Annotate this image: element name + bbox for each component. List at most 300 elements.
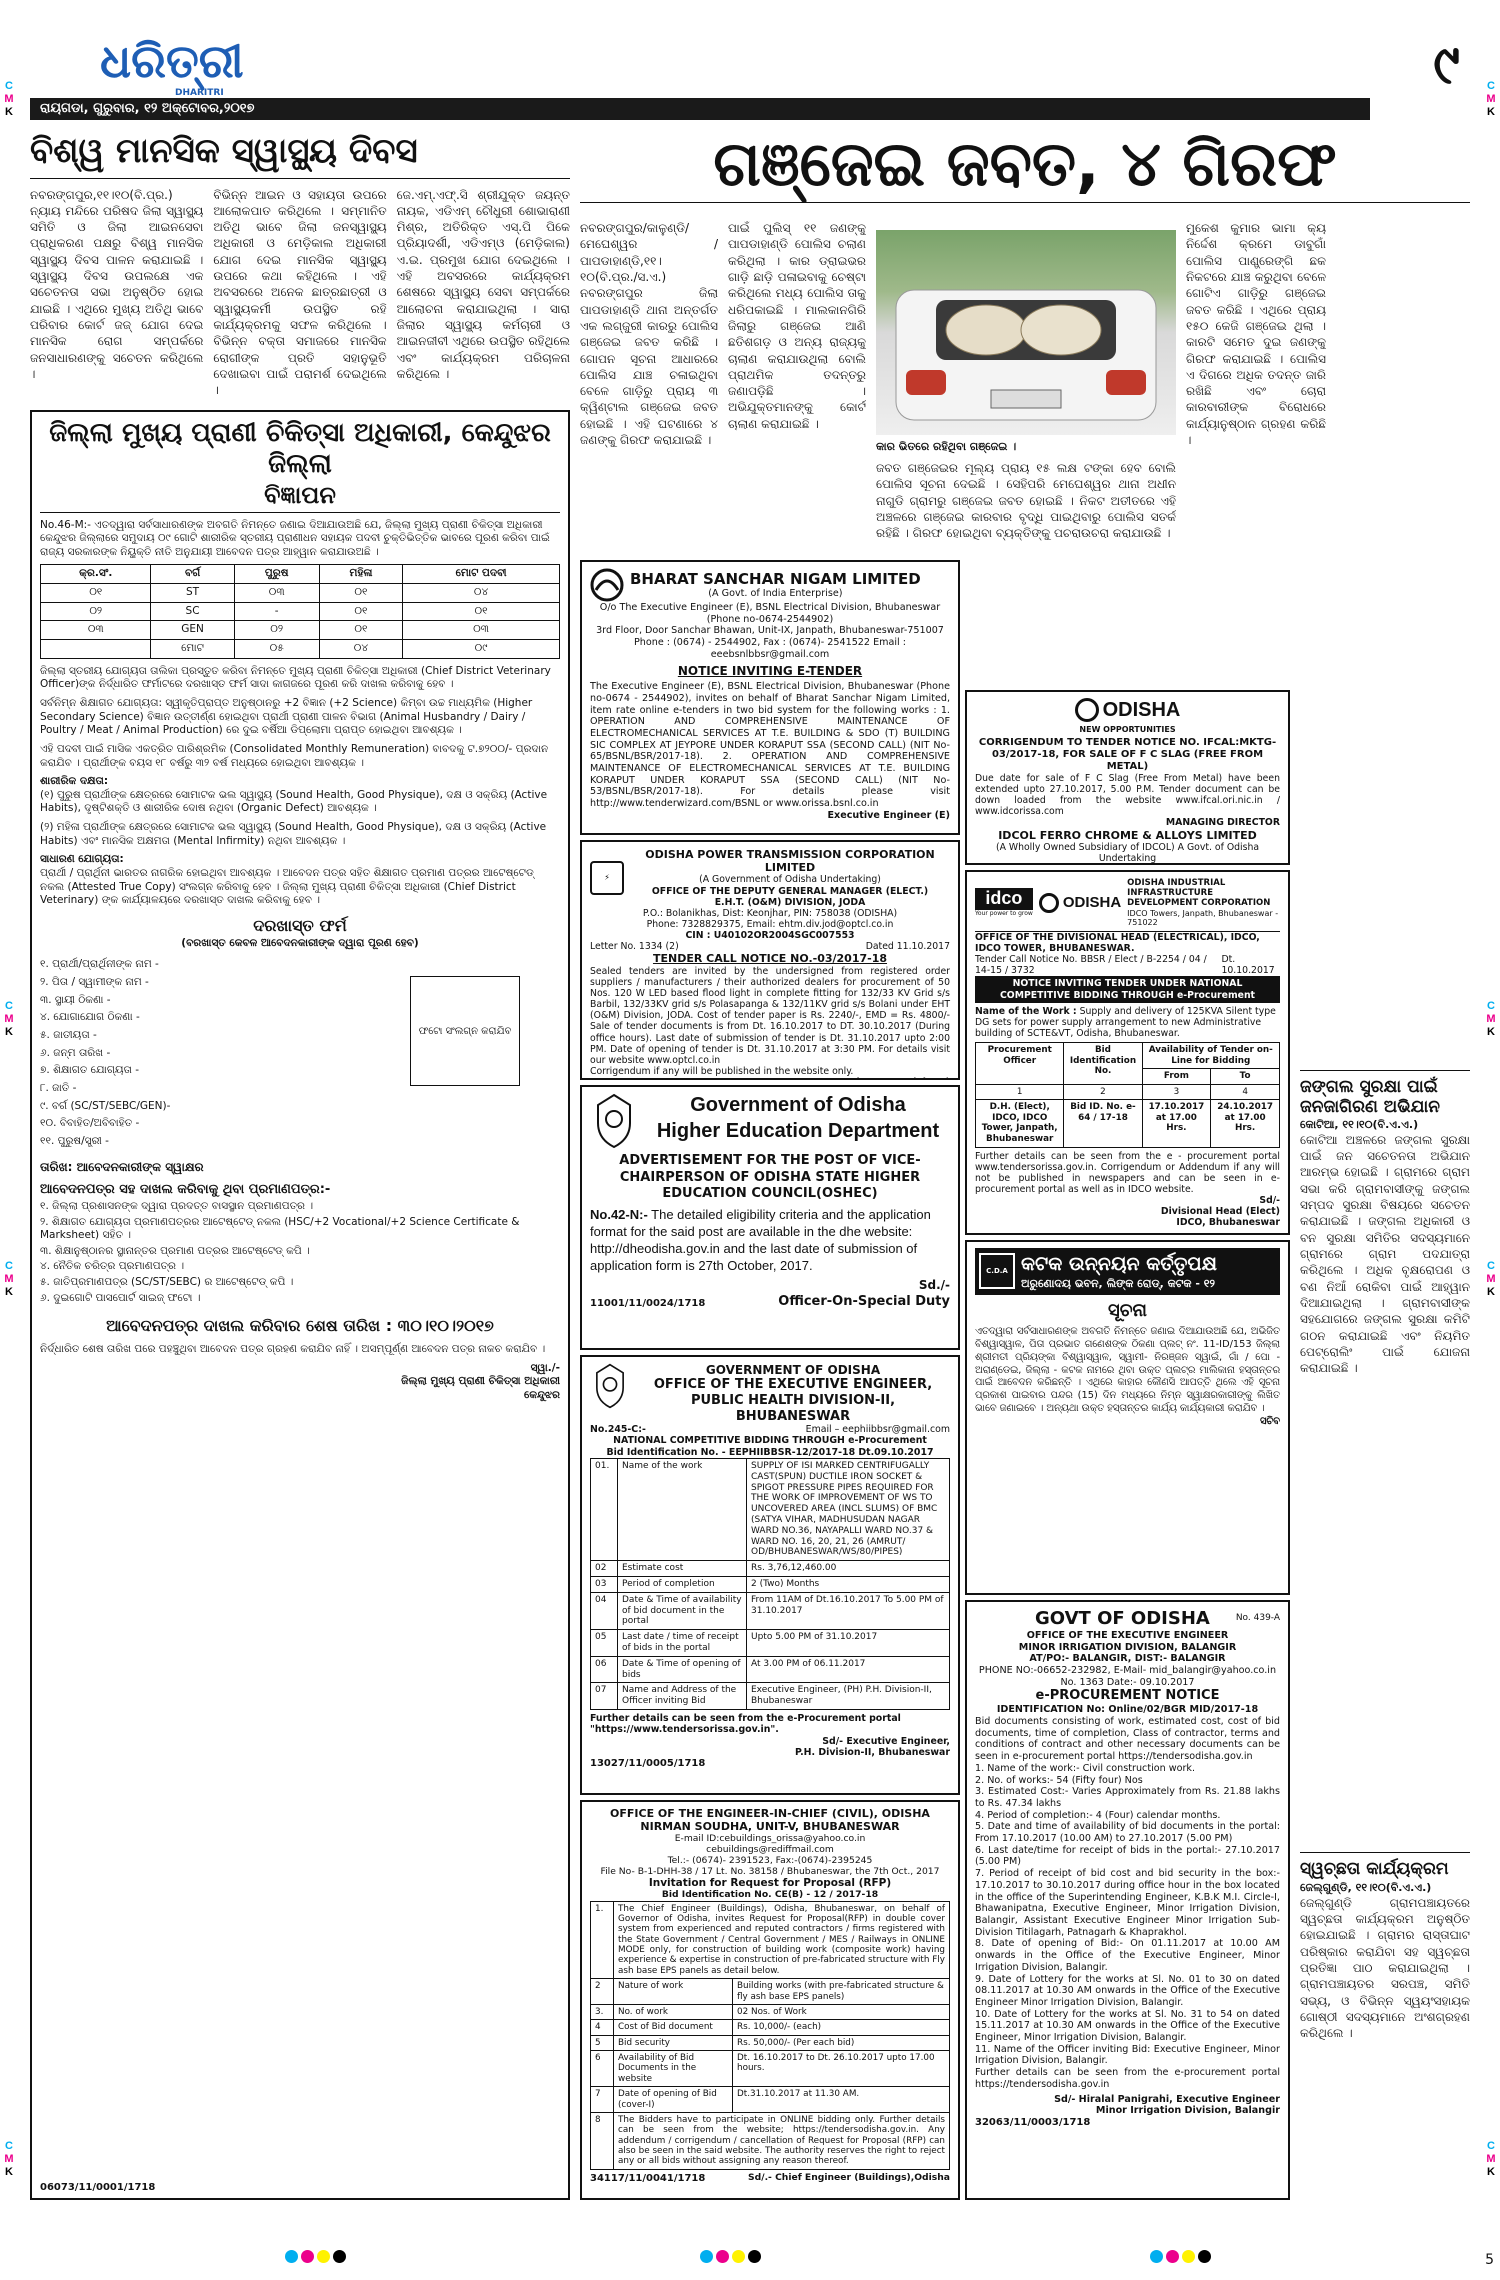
table-cell: SC [151,602,234,621]
table-cell: ୦୪ [319,640,402,659]
letter-no: No. 1363 Date:- 09.10.2017 [1060,1676,1195,1688]
attachments-list [40,1199,560,1306]
table-row [41,584,560,603]
form-field-row: ୧୧. ପୁରୁଷ/ସ୍ତ୍ରୀ - [40,1134,109,1147]
division-line: E.H.T. (O&M) DIVISION, JODA [714,896,866,908]
registration-mark-top-left: C M K [4,80,14,118]
ad-title: ଜିଲ୍ଲା ମୁଖ୍ୟ ପ୍ରାଣୀ ଚିକିତ୍ସା ଅଧିକାରୀ, କେନ୍ଦୁଝର ଜିଲ୍ଲା [49,418,551,480]
table-cell: 2 [1064,1084,1142,1100]
story-body: କୋଟିଆ ଅଞ୍ଚଳରେ ଜଙ୍ଗଲ ସୁରକ୍ଷା ପାଇଁ ଜନ ସଚେତନତା ଅଭିଯାନ ଆରମ୍ଭ ହୋଇଛି । ଗ୍ରାମରେ ଗ୍ରାମ ସଭା କରି ଗ୍ରାମବାସୀଙ୍କୁ ଜଙ୍ଗଲ ସମ୍ପଦ ସୁରକ୍ଷା ବିଷୟରେ ସଚେତନ କରାଯାଇଛି । ଜଙ୍ଗଲ ଅଧିକାରୀ ଓ ବନ ସୁରକ୍ଷା ସମିତିର ସଦସ୍ୟମାନେ ଗ୍ରାମରେ ଗ୍ରାମ ପଦଯାତ୍ରା କରିଥିଲେ । ଅଧିକ ବୃକ୍ଷରୋପଣ ଓ ବଣ ନିଆଁ ରୋକିବା ପାଇଁ ଆହ୍ୱାନ ଦିଆଯାଇଥିଲା । ଗ୍ରାମବାସୀଙ୍କ ସହଯୋଗରେ ଜଙ୍ଗଲ ସୁରକ୍ଷା କମିଟି ଗଠନ କରାଯାଇଛି ଏବଂ ନିୟମିତ ପେଟ୍ରୋଲିଂ ପାଇଁ ଯୋଜନା କରାଯାଇଛି । [1300,1132,1470,1376]
ad-sd: Sd./- [918,1278,950,1293]
list-item: Further details can be seen from the e-procurement portal https://tendersodisha.gov.in [975,2067,1280,2090]
ad-ref-number: 11001/11/0024/1718 [590,1297,706,1309]
sun-icon [1039,893,1059,913]
ad-signatory: Sd/- Hiralal Panigrahi, Executive Engineer Minor Irrigation Division, Balangir [1054,2093,1280,2117]
tender-call-no: Tender Call Notice No. BBSR / Elect / B-2254 / 04 / 14-15 / 3732 [975,954,1207,977]
odisha-emblem-icon [590,1363,630,1409]
table-cell: SUPPLY OF ISI MARKED CENTRIFUGALLY CAST(SPUN) DUCTILE IRON SOCKET & SPIGOT PRESSURE PIPES REQUIRED FOR THE WORK OF IMPROVEMENT OF WS TO UNCOVERED AREA (INCL SLUMS) OF BMC (SATYA VIHAR, MADHUSUDAN NAGAR WARD NO.36, NAYAPALLI WARD NO.37 & WARD NO. 16, 20, 21, 26 (AMRUT/ OD/BHUBANESWAR/WS/80/PIPES) [747,1459,950,1561]
corporation-name: ODISHA INDUSTRIAL INFRASTRUCTURE DEVELOPMENT CORPORATION [1127,878,1271,909]
form-field-row: ୫. ଜାତୀୟତା - [40,1028,97,1041]
color-swatches-right [1150,2250,1211,2263]
cyan-swatch [1150,2250,1163,2263]
list-item: 3. Estimated Cost:- Varies Approximately from Rs. 21.88 lakhs to Rs. 47.34 lakhs [975,1786,1280,1809]
black-swatch [748,2250,761,2263]
phone-line: Phone: 7328829375, Email: ehtm.div.jod@optcl.co.in [646,919,894,930]
company-name: BHARAT SANCHAR NIGAM LIMITED [630,570,921,588]
ad-title: Government of Odisha [690,1094,906,1116]
table-row [591,2112,950,2169]
table-cell: ୦୨ [234,621,319,640]
table-header [41,565,560,584]
table-cell: Name of the work [618,1459,747,1561]
table-cell: ୦୨ [41,602,151,621]
ad-number: No. 439-A [1235,1613,1280,1624]
list-item: ୫. ଜାତିପ୍ରମାଣପତ୍ର (SC/ST/SEBC) ର ଆଟେଷ୍ଟେଡ୍ କପି । [40,1276,294,1289]
ad-subtitle: ବିଜ୍ଞାପନ [40,480,560,512]
company-sub: (A Govt. of India Enterprise) [708,588,843,600]
corrigendum-note: Corrigendum if any will be published in the website only. [590,1066,854,1078]
office-line: OFFICE OF THE EXECUTIVE ENGINEER, PUBLIC HEALTH DIVISION-II, BHUBANESWAR [653,1377,933,1424]
form-field-row: ୧୦. ବିବାହିତ/ଅବିବାହିତ - [40,1117,140,1130]
odisha-logo: ODISHA NEW OPPORTUNITIES [975,698,1280,735]
table-cell: 02 [591,1561,618,1577]
car-trunk-illustration [876,230,1176,435]
story-headline: ଜଙ୍ଗଲ ସୁରକ୍ଷା ପାଇଁ ଜନଜାଗିରଣ ଅଭିଯାନ [1300,1070,1470,1118]
registration-mark-top-right: C M K [1486,80,1496,118]
table-cell: 1 [976,1084,1064,1100]
ad-para: ଜିଲ୍ଲା ସ୍ତରୀୟ ଯୋଗ୍ୟତା ତାଲିକା ପ୍ରସ୍ତୁତ କରିବା ନିମନ୍ତେ ମୁଖ୍ୟ ପ୍ରାଣୀ ଚିକିତ୍ସା ଅଧିକାରୀ (Chief District Veterinary Officer)ଙ୍କ ନିର୍ଦ୍ଧାରିତ ଫର୍ମାଟରେ ଦରଖାସ୍ତ ଫର୍ମ ସାଦା କାଗଜରେ ପୂରଣ କରି ଦାଖଲ କରିବାକୁ ହେବ । [40,664,551,691]
dateline: ରାୟଗଡା, ଗୁରୁବାର, ୧୨ ଅକ୍ଟୋବର,୨୦୧୭ [40,101,255,116]
table-row [591,1683,950,1710]
form-fields [40,956,370,1150]
office-line: OFFICE OF THE EXECUTIVE ENGINEER [1026,1629,1229,1641]
ad-signatory: Sd/- Divisional Head (Elect) IDCO, Bhubaneswar [1160,1195,1280,1229]
registration-mark-mid-left: C M K [4,1000,14,1038]
form-title: ଦରଖାସ୍ତ ଫର୍ମ [253,915,347,935]
table-cell: Dt.31.10.2017 at 11.30 AM. [733,2087,950,2113]
yellow-swatch [732,2250,745,2263]
table-row [591,1656,950,1683]
logo-subtitle: DHARITRI [175,88,224,98]
division-line: MINOR IRRIGATION DIVISION, BALANGIR [1018,1641,1237,1653]
table-cell: ୦୫ [234,640,319,659]
table-cell: 8 [591,2112,614,2169]
table-cell: 07 [591,1683,618,1710]
cin-line: CIN : U40102OR2004SGC007553 [685,930,855,942]
registration-mark-bottom-right: C M K [1486,2140,1496,2178]
column-header: Procurement Officer [976,1043,1064,1085]
black-swatch [333,2250,346,2263]
story-headline: ସ୍ୱଚ୍ଛତା କାର୍ଯ୍ୟକ୍ରମ [1300,1852,1470,1881]
table-cell: ୦୧ [319,621,402,640]
phone-line: PHONE NO:-06652-232982, E-Mail- mid_balangir@yahoo.co.in [978,1665,1277,1677]
bsnl-logo-icon [590,568,624,602]
story-headline: ଗଞ୍ଜେଇ ଜବତ, ୪ ଗିରଫ [580,130,1470,203]
letter-date: Dated 11.10.2017 [865,941,950,953]
story-column: ଜବତ ଗଞ୍ଜେଇର ମୂଲ୍ୟ ପ୍ରାୟ ୧୫ ଲକ୍ଷ ଟଙ୍କା ହେବ ବୋଲି ପୋଲିସ ସୂଚନା ଦେଇଛି । ସେହିପରି ମେଘେଶ୍ୱର ଥାନା ଅଧୀନ ନାଗୁଡି ଗ୍ରାମରୁ ଗଞ୍ଜେଇ ଜବତ ହୋଇଛି । ନିକଟ ଅତୀତରେ ଏହି ଅଞ୍ଚଳରେ ଗଞ୍ଜେଇ କାରବାର ବୃଦ୍ଧି ପାଇଥିବାରୁ ପୋଲିସ ସତର୍କ ରହିଛି । ଗିରଫ ହୋଇଥିବା ବ୍ୟକ୍ତିଙ୍କୁ ପଚରାଉଚରା କରାଯାଉଛି । [876,461,1176,541]
table-cell: ୦୩ [403,621,560,640]
notice-title: NATIONAL COMPETITIVE BIDDING THROUGH e-Procurement [613,1435,927,1447]
notice-title: Invitation for Request for Proposal (RFP) [648,1877,892,1890]
table-cell: 7 [591,2087,614,2113]
form-subtitle: (ବରଖାସ୍ତ କେବଳ ଆବେଦନକାରୀଙ୍କ ଦ୍ୱାରା ପୂରଣ ହେବ) [181,936,419,949]
story-column: ବିଭିନ୍ନ ଆଇନ ଓ ସହାୟତା ଉପରେ ଆଲୋକପାତ କରିଥିଲେ । ସମ୍ମାନିତ ଅତିଥି ଭାବେ ଜିଲା ଜନସ୍ୱାସ୍ଥ୍ୟ ଅଧିକାରୀ ଓ ମେଡ଼ିକାଲ ଅଧିକାରୀ ଯୋଗ ଦେଇ ମାନସିକ ସ୍ୱାସ୍ଥ୍ୟ ଉପରେ କଥା କହିଥିଲେ । ଏହି ଅବସରରେ ଅନେକ ଛାତ୍ରଛାତ୍ରୀ ଓ ସ୍ୱାସ୍ଥ୍ୟକର୍ମୀ ଉପସ୍ଥିତ ରହି କାର୍ଯ୍ୟକ୍ରମକୁ ସଫଳ କରିଥିଲେ । ବିଭିନ୍ନ ବକ୍ତା ସମାଜରେ ମାନସିକ ରୋଗୀଙ୍କ ପ୍ରତି ସହାନୁଭୂତି ଦେଖାଇବା ପାଇଁ ପରାମର୍ଶ ଦେଇଥିଲେ । [213,187,387,398]
cyan-swatch [700,2250,713,2263]
notice-body: Due date for sale of F C Slag (Free From Metal) have been extended upto 27.10.2017, 5.00 P.M. Tender document can be down loaded from the website www.ifcal.ori.nic.in / www.idcorissa.com [975,772,1280,818]
form-field-row: ୨. ପିତା / ସ୍ୱାମୀଙ୍କ ନାମ - [40,976,149,989]
notice-body: ଏତଦ୍ୱାରା ସର୍ବସାଧାରଣଙ୍କ ଅବଗତି ନିମନ୍ତେ ଜଣାଇ ଦିଆଯାଉଅଛି ଯେ, ଅଭିଜିତ ବିଶ୍ୱାସ୍ୱାଳ, ପିତା ପ୍ରଭାତ ଗଣେଶଙ୍କ ଠିକଣା ପ୍ଲଟ୍ ନଂ. 11-ID/153 ଜିଲ୍ଲା ଶ୍ରୀମତୀ ପ୍ରିୟଙ୍କା ବିଶ୍ୱାସ୍ୱାଳ, ସ୍ୱାମୀ- ନିରଞ୍ଜନ ସ୍ୱାଇଁ, ଗାଁ / ପୋ - ଅରାଣ୍ଡେଇ, ଜିଲ୍ଲା - କଟକ ନାମରେ ଥିବା ଉକ୍ତ ପ୍ଲଟ୍ର ମାଲିକାନା ହସ୍ତାନ୍ତର ପାଇଁ ଆବେଦନ କରିଛନ୍ତି । ଏଥିରେ କାହାର କୌଣସି ଆପତ୍ତି ଥିଲେ ଏହି ସୂଚନା ପ୍ରକାଶ ପାଇବାର ପନ୍ଦର (15) ଦିନ ମଧ୍ୟରେ ନିମ୍ନ ସ୍ୱାକ୍ଷରକାରୀଙ୍କୁ ଲିଖିତ ଭାବେ ଜଣାଇବେ । ଅନ୍ୟଥା ଉକ୍ତ ହସ୍ତାନ୍ତର କାର୍ଯ୍ୟ କାର୍ଯ୍ୟକାରୀ କରାଯିବ । [975,1326,1280,1414]
table-cell: 6 [591,2051,614,2087]
table-row [41,640,560,659]
cyan-swatch [285,2250,298,2263]
table-cell: Rs. 50,000/- (Per each bid) [733,2035,950,2050]
office-line: OFFICE OF THE DIVISIONAL HEAD (ELECTRICAL), IDCO, IDCO TOWER, BHUBANESWAR. [975,931,1280,954]
cda-title: କଟକ ଉନ୍ନୟନ କର୍ତ୍ତୃପକ୍ଷ [1021,1253,1217,1275]
table-cell: 05 [591,1630,618,1657]
table-cell: Rs. 3,76,12,460.00 [747,1561,950,1577]
table-cell: Upto 5.00 PM of 31.10.2017 [747,1630,950,1657]
ad-section-heading: ଶାରୀରିକ ଦକ୍ଷତା: [40,775,109,788]
regd-office [975,864,1280,865]
table-cell: From 11AM of Dt.16.10.2017 To 5.00 PM of 31.10.2017 [747,1592,950,1629]
odisha-emblem-icon [590,1093,638,1149]
right-column [1300,570,1470,2200]
ad-para: ସର୍ବନିମ୍ନ ଶିକ୍ଷାଗତ ଯୋଗ୍ୟତା: ସ୍ୱୀକୃତିପ୍ରାପ୍ତ ଅନୁଷ୍ଠାନରୁ +2 ବିଜ୍ଞାନ (+2 Science) କିମ୍ବା ଉଚ୍ଚ ମାଧ୍ୟମିକ (Higher Secondary Science) ବିଜ୍ଞାନ ଉତ୍ତୀର୍ଣ୍ଣ ହୋଇଥିବା ପ୍ରାର୍ଥୀ ପ୍ରାଣୀ ପାଳନ ବିଭାଗ (Animal Husbandry / Dairy / Poultry / Meat / Animal Production) ରେ ଦୁଇ ବର୍ଷିଆ ଡିପ୍ଲୋମା ପ୍ରାପ୍ତ ହୋଇଥିବା ଆବଶ୍ୟକ । [40,696,533,737]
table-row [591,1459,950,1561]
list-item: 5. Date and time of availability of bid documents in the portal: From 17.10.2017 (10.00 AM) to 27.10.2017 (5.00 PM) [975,1821,1280,1845]
yellow-swatch [317,2250,330,2263]
registration-mark-right-2: C M K [1486,1260,1496,1298]
ad-signatory: ସ୍ୱା./- ଜିଲ୍ଲା ମୁଖ୍ୟ ପ୍ରାଣୀ ଚିକିତ୍ସା ଅଧିକାରୀ କେନ୍ଦୁଝର [401,1361,560,1402]
rfp-table [590,1901,950,2170]
notice-title: TENDER CALL NOTICE NO.-03/2017-18 [652,952,888,966]
ad-ref-number: 13027/11/0005/1718 [590,1758,706,1770]
ad-title: Higher Education Department [656,1119,940,1142]
ad-signatory: Sd/- Executive Engineer, P.H. Division-II, Bhubaneswar [794,1735,950,1758]
table-cell: Executive Engineer, (PH) P.H. Division-II, Bhubaneswar [747,1683,950,1710]
list-item: 2. No. of works:- 54 (Fifty four) Nos [975,1774,1143,1786]
table-cell: Last date / time of receipt of bids in the portal [618,1630,747,1657]
notice-title: NOTICE INVITING E-TENDER [677,663,863,678]
magenta-swatch [301,2250,314,2263]
table-row [41,602,560,621]
company-name: IDCOL FERRO CHROME & ALLOYS LIMITED [998,828,1257,842]
black-swatch [1198,2250,1211,2263]
story-body: ଜେଲ୍ଗୁଣ୍ଡି ଗ୍ରାମପଞ୍ଚାୟତରେ ସ୍ୱଚ୍ଛତା କାର୍ଯ୍ୟକ୍ରମ ଅନୁଷ୍ଠିତ ହୋଇଯାଇଛି । ଗ୍ରାମର ରାସ୍ତାଘାଟ ପରିଷ୍କାର କରାଯିବା ସହ ସ୍ୱଚ୍ଛତା ପ୍ରତିଜ୍ଞା ପାଠ କରାଯାଇଥିଲା । ଗ୍ରାମପଞ୍ଚାୟତର ସରପଞ୍ଚ, ସମିତି ସଭ୍ୟ, ଓ ବିଭିନ୍ନ ସ୍ୱୟଂସହାୟକ ଗୋଷ୍ଠୀ ସଦସ୍ୟମାନେ ଅଂଶଗ୍ରହଣ କରିଥିଲେ । [1300,1895,1470,2041]
tender-date: Dt. 10.10.2017 [1221,954,1275,977]
work-description: Supply and delivery of 125KVA Silent type DG sets for power supply arrangement to new Administrative building of SCTE&VT, Odisha, Bhubaneswar. [975,1005,1276,1039]
bid-id: Bid Identification No. CE(B) - 12 / 2017-18 [661,1888,879,1900]
gov-line: GOVT OF ODISHA [1035,1608,1210,1629]
registration-mark-left-2: C M K [4,1260,14,1298]
tender-table [590,1458,950,1710]
story-column: ନବରଙ୍ଗପୁର,୧୧।୧୦(ବି.ପ୍ର.) ନ୍ୟାୟ ମନ୍ଦିରେ ପରିଷଦ ଜିଲା ସ୍ୱାସ୍ଥ୍ୟ ସମିତି ଓ ଜିଲା ଆଇନସେବା ପ୍ରାଧିକରଣ ପକ୍ଷରୁ ବିଶ୍ୱ ମାନସିକ ସ୍ୱାସ୍ଥ୍ୟ ଦିବସ ପାଳନ କରାଯାଇଛି । ସ୍ୱାସ୍ଥ୍ୟ ଦିବସ ଉପଲକ୍ଷେ ଏକ ସଚେତନତା ସଭା ଅନୁଷ୍ଠିତ ହୋଇ ଯାଇଛି । ଏଥିରେ ମୁଖ୍ୟ ଅତିଥି ଭାବେ ପରିବାର କୋର୍ଟ ଜଜ୍ ଯୋଗ ଦେଇ ମାନସିକ ରୋଗ ସମ୍ପର୍କରେ ଜନସାଧାରଣଙ୍କୁ ସଚେତନ କରିଥିଲେ । [30,187,204,381]
table-cell: 4 [591,2020,614,2035]
table-cell: 2 [591,1979,614,2005]
magenta-swatch [716,2250,729,2263]
ad-para: ନିର୍ଦ୍ଧାରିତ ଶେଷ ତାରିଖ ପରେ ପହଞ୍ଚୁଥିବା ଆବେଦନ ପତ୍ର ଗ୍ରହଣ କରାଯିବ ନାହିଁ । ଅସମ୍ପୂର୍ଣ୍ଣ ଆବେଦନ ପତ୍ର ନାକଚ କରାଯିବ । [40,1343,546,1356]
table-row [591,2087,950,2113]
vacancy-table [40,564,560,658]
email-line: cebuildings@rediffmail.com [706,1843,834,1855]
office-line: O/o The Executive Engineer (E), BSNL Electrical Division, Bhubaneswar (Phone no-0674-2544902) [599,602,941,625]
email-line: E-mail ID:cebuildings_orissa@yahoo.co.in [674,1832,866,1844]
column-header: From [1142,1069,1211,1085]
table-row [591,1592,950,1629]
table-cell: Date of opening of Bid (cover-I) [614,2087,733,2113]
masthead [30,30,1470,120]
ad-number: No.245-C:- [590,1424,646,1436]
table-row [591,2051,950,2087]
table-cell: Cost of Bid document [614,2020,733,2035]
story-column: ନବରଙ୍ଗପୁର/କାଳୁଣ୍ଡି/ମେଘେଶ୍ୱର /ପାପଡାହାଣ୍ଡି,୧୧।୧୦(ବି.ପ୍ର./ସ.ଏ.) ନବରଙ୍ଗପୁର ଜିଲା ପାପଡାହାଣ୍ଡି ଥାନା ଅନ୍ତର୍ଗତ ଏକ ଲଗ୍ଜୁରୀ କାରରୁ ପୋଲିସ ଗଞ୍ଜେଇ ଜବତ କରିଛି । ଗୋପନ ସୂଚନା ଆଧାରରେ ପୋଲିସ ଯାଞ୍ଚ ଚଳାଇଥିବା ବେଳେ ଗାଡ଼ିରୁ ପ୍ରାୟ ୩ କ୍ୱିଣ୍ଟାଲ ଗଞ୍ଜେଇ ଜବତ ହୋଇଛି । ଏହି ଘଟଣାରେ ୪ ଜଣଙ୍କୁ ଗିରଫ କରାଯାଇଛି । [580,221,718,448]
page-number: ୯ [1433,33,1460,96]
table-row [591,1576,950,1592]
table-row [591,1979,950,2005]
ad-signatory [590,1077,950,1080]
table-cell: ST [151,584,234,603]
ad-engineer-in-chief [580,1800,960,2200]
address-line: P.O.: Bolanikhas, Dist: Keonjhar, PIN: 758038 (ODISHA) [642,907,898,919]
table-row [591,1561,950,1577]
footer-note: Further details can be seen from the e-Procurement portal "https://www.tendersorissa.gov.in". [590,1712,901,1736]
table-cell: 03 [591,1576,618,1592]
ad-signatory: Officer-On-Special Duty [778,1293,950,1309]
table-cell: ୦୪ [403,584,560,603]
ad-section-heading: ଆବେଦନପତ୍ର ସହ ଦାଖଲ କରିବାକୁ ଥିବା ପ୍ରମାଣପତ୍ର:- [40,1182,331,1198]
idco-logo: idco Your power to grow [975,888,1033,918]
list-item: 1. Name of the work:- Civil construction work. [975,1762,1196,1774]
list-item: 6. Last date/time for receipt of bids in the portal:- 27.10.2017 (5.00 PM) [975,1844,1280,1868]
ad-bsnl [580,560,960,835]
table-cell: 06 [591,1656,618,1683]
table-cell: 17.10.2017 at 17.00 Hrs. [1142,1100,1211,1147]
notice-title: NOTICE INVITING TENDER UNDER NATIONAL COMPETITIVE BIDDING THROUGH e-Procurement [975,976,1280,1002]
table-cell: 2 (Two) Months [747,1576,950,1592]
list-item: 4. Period of completion:- 4 (Four) calendar months. [975,1809,1221,1821]
table-cell: The Chief Engineer (Buildings), Odisha, Bhubaneswar, on behalf of Governor of Odisha, invites Request for Proposal(RFP) in double cover system from experienced and reputed contractors / firms registered with the State Government / Central Government / MES / Railways in ONLINE MODE only, for construction of building work (composite work) having experience & expertise in construction of pre-fabricated structure with Fly ash base EPS panels as detail below. [614,1901,950,1979]
table-cell: ୦୯ [403,640,560,659]
ad-signatory: ସଚିବ [1259,1415,1280,1427]
letter-no: Letter No. 1334 (2) [590,941,679,953]
color-swatches-left [285,2250,346,2263]
story-headline: ବିଶ୍ୱ ମାନସିକ ସ୍ୱାସ୍ଥ୍ୟ ଦିବସ [30,130,570,179]
logo-tagline: NEW OPPORTUNITIES [1079,725,1176,735]
table-row [591,2020,950,2035]
advertisement-heading: ADVERTISEMENT FOR THE POST OF VICE-CHAIRPERSON OF ODISHA STATE HIGHER EDUCATION COUNCIL(OSHEC) [619,1153,921,1202]
notice-items [975,1763,1280,2091]
column-header: ମହିଳା [319,565,402,584]
column-header: Bid Identification No. [1064,1043,1142,1085]
ad-cdvo-keonjhar [30,410,570,2200]
ad-public-health [580,1355,960,1795]
footer-note: Further details can be seen from the e - procurement portal www.tendersorissa.gov.in. Corrigendum or Addendum if any will not be published in newspapers and can be seen in e-procurement portal as well as in IDCO website. [975,1150,1280,1195]
form-field-row: ୬. ଜନ୍ମ ତାରିଖ - [40,1046,111,1059]
table-cell: ୦୧ [41,584,151,603]
table-cell: No. of work [614,2004,733,2019]
table-cell: 24.10.2017 at 17.00 Hrs. [1211,1100,1280,1147]
bid-id: Bid Identification No. - EEPHIIBBSR-12/2017-18 Dt.09.10.2017 [606,1446,934,1458]
company-sub: (A Wholly Owned Subsidiary of IDCOL) A Govt. of Odisha Undertaking [995,841,1260,864]
column-header: ପୁରୁଷ [234,565,319,584]
column-header: To [1211,1069,1280,1085]
list-item: 8. Date of opening of Bid:- On 01.11.2017 at 10.00 AM onwards in the Office of the Executive Engineer, Minor Irrigation Division, Balangir. [975,1938,1280,1973]
ad-para: ପ୍ରାର୍ଥୀ / ପ୍ରାର୍ଥିନୀ ଭାରତର ନାଗରିକ ହୋଇଥିବା ଆବଶ୍ୟକ । ଆବେଦନ ପତ୍ର ସହିତ ଶିକ୍ଷାଗତ ପ୍ରମାଣ ପତ୍ରର ଆଟେଷ୍ଟେଡ୍ ନକଲ (Attested True Copy) ସଂଲଗ୍ନ କରିବାକୁ ହେବ । ଜିଲ୍ଲା ମୁଖ୍ୟ ପ୍ରାଣୀ ଚିକିତ୍ସା ଅଧିକାରୀ (Chief District Veterinary) ଙ୍କ କାର୍ଯ୍ୟାଳୟରେ ଦରଖାସ୍ତ ଦାଖଲ କରିବାକୁ ହେବ । [40,867,534,907]
address-line: NIRMAN SOUDHA, UNIT-V, BHUBANESWAR [640,1819,900,1833]
ad-ref-number: 06073/11/0001/1718 [40,2182,156,2193]
email-line: Email – eephiibbsr@gmail.com [805,1424,950,1436]
table-cell: 3. [591,2004,614,2019]
column-header: ବର୍ଗ [151,565,234,584]
table-cell: Dt. 16.10.2017 to Dt. 26.10.2017 upto 17.00 hours. [733,2051,950,2087]
column-header: କ୍ର.ସଂ. [41,565,151,584]
story-ganja-seizure [580,127,1470,570]
logo: ଧରିତ୍ରୀ [100,34,244,88]
company-name: ODISHA POWER TRANSMISSION CORPORATION LIMITED [645,848,935,875]
ad-higher-education [580,1085,960,1350]
form-field-row: ୭. ଶିକ୍ଷାଗତ ଯୋଗ୍ୟତା - [40,1064,140,1077]
table-cell: 1. [591,1901,614,1979]
ad-para: ଏହି ପଦବୀ ପାଇଁ ମାସିକ ଏକତ୍ରିତ ପାରିଶ୍ରମିକ (Consolidated Monthly Remuneration) ବାବଦକୁ ଟ.୭୨୦୦/- ପ୍ରଦାନ କରାଯିବ । ପ୍ରାର୍ଥୀଙ୍କ ବୟସ ୧୮ ବର୍ଷରୁ ୩୨ ବର୍ଷ ମଧ୍ୟରେ ହୋଇଥିବା ଆବଶ୍ୟକ । [40,742,549,769]
story-dateline: କୋଟିଆ, ୧୧।୧୦(ବି.ଏ.ଏ.) [1300,1117,1419,1131]
ad-body: The detailed eligibility criteria and the application format for the said post are available in the dhe website: http://dheodisha.gov.in and the last date of submission of application form is 27th October, 2017. [590,1206,931,1273]
table-cell: ୦୩ [234,584,319,603]
form-field-row: ୯. ବର୍ଗ (SC/ST/SEBC/GEN)- [40,1099,171,1112]
notice-body: The Executive Engineer (E), BSNL Electrical Division, Bhubaneswar (Phone no-0674 - 2544902), invites on behalf of Bharat Sanchar Nigam Limited, item rate online e-tenders in two bid system for the following works : 1. OPERATION AND COMPREHENSIVE MAINTENANCE OF ELECTROMECHANICAL SERVICES AT T.E. BUILDING & SDO (T) BUILDING SIC COMPLEX AT JEYPORE UNDER KORAPUT SSA (SECOND CALL) (NIT No-65/BSNL/BSR/2017-18). 2. OPERATION AND COMPREHENSIVE MAINTENANCE OF ELECTROMECHANICAL SERVICES AT T.E. BUILDING KORAPUT UNDER KORAPUT SSA (SECOND CALL) (NIT No-53/BSNL/BSR/2017-18). For details please visit http://www.tenderwizard.com/BSNL or www.orissa.bsnl.co.in [590,681,950,810]
table-cell: - [234,602,319,621]
story-column: ପାଇଁ ପୁଲିସ୍ ୧୧ ଜଣଙ୍କୁ ପାପଡାହାଣ୍ଡି ପୋଲିସ ଚଲାଣ କରିଥିଲା । କାର ଡ୍ରାଇଭର ଗାଡ଼ି ଛାଡ଼ି ପଳାଇବାକୁ ଚେଷ୍ଟା କରିଥିଲେ ମଧ୍ୟ ପୋଲିସ ତାକୁ ଧରିପକାଇଛି । ମାଲକାନଗିରି ଜିଲାରୁ ଗଞ୍ଜେଇ ଆଣି ଛତିଶଗଡ଼ ଓ ଅନ୍ୟ ରାଜ୍ୟକୁ ଚାଲାଣ କରାଯାଉଥିଲା ବୋଲି ପ୍ରାଥମିକ ତଦନ୍ତରୁ ଜଣାପଡ଼ିଛି । ଅଭିଯୁକ୍ତମାନଙ୍କୁ କୋର୍ଟ ଚାଲାଣ କରାଯାଇଛି । [728,221,866,431]
ad-idcol-ferro-chrome [965,690,1290,865]
table-row [591,2004,950,2019]
column-header: Availability of Tender on-Line for Bidding [1142,1043,1279,1069]
ad-ref-number: 34117/11/0041/1718 [590,2172,706,2184]
table-cell: The Bidders have to participate in ONLINE bidding only. Further details can be seen from the website; https://tendersodisha.gov.in. Any addendum / corrigendum / cancellation of Request for Proposal (RFP) can also be seen in the said website. The authority reserves the right to reject any or all bids without assigning any reason thereof. [614,2112,950,2169]
list-item: 10. Date of Lottery for the works at Sl. No. 31 to 54 on dated 15.11.2017 at 10.30 AM onwards in the Office of the Executive Engineer, Minor Irrigation Division, Balangir. [975,2008,1280,2044]
corporation-address: IDCO Towers, Janpath, Bhubaneswar - 751022 [1127,908,1279,928]
table-cell: Name and Address of the Officer inviting Bid [618,1683,747,1710]
table-row [976,1100,1280,1147]
registration-mark-bottom-left: C M K [4,2140,14,2178]
table-cell: Bid ID. No. e-64 / 17-18 [1064,1100,1142,1147]
table-cell: 4 [1211,1084,1280,1100]
photo-box: ଫଟୋ ସଂଲଗ୍ନ କରାଯିବ [410,976,520,1086]
column-header: ମୋଟ ପଦବୀ [403,565,560,584]
table-cell: ମୋଟ [151,640,234,659]
ad-signatory: Sd/.- Chief Engineer (Buildings),Odisha [748,2171,950,2183]
yellow-swatch [1182,2250,1195,2263]
ad-para: (୧) ପୁରୁଷ ପ୍ରାର୍ଥୀଙ୍କ କ୍ଷେତ୍ରରେ ସୋମାଟକ ଭଲ ସ୍ୱାସ୍ଥ୍ୟ (Sound Health, Good Physique), ଦକ୍ଷ ଓ ସକ୍ରିୟ (Active Habits), ଦୃଷ୍ଟିଶକ୍ତି ଓ ଶାରୀରିକ ଦୋଷ ନଥିବା (Organic Defect) ଆବଶ୍ୟକ । [40,788,548,815]
notice-body: Sealed tenders are invited by the undersigned from registered order suppliers / manufacturers / their authorized dealers for procurement of 50 Nos. 120 W LED based flood light in complete fitting for 132/33 KV Grid s/s Barbil, 132/33KV grid s/s Polasapanga & 132/11KV grid s/s Bolani under EHT (O&M) Division, JODA. Cost of tender paper is Rs. 2240/-, EMD = Rs. 4800/- Sale of tender documents is from Dt. 16.10.2017 to DT. 30.10.2017 (During office hours). Last date of submission of tender is Dt. 31.10.2017 upto 2:00 PM. Date of opening of tender is Dt. 31.10.2017 at 3:30 PM. For details visit our website www.optcl.co.in [590,965,950,1066]
file-no: File No- B-1-DHH-38 / 17 Lt. No. 38158 / Bhubaneswar, the 7th Oct., 2017 [600,1865,940,1877]
registration-mark-mid-right: C M K [1486,1000,1496,1038]
office-line: OFFICE OF THE DEPUTY GENERAL MANAGER (ELECT.) [651,885,929,897]
list-item: ୧. ଜିଲ୍ଲା ପ୍ରଶାସନଙ୍କ ଦ୍ୱାରା ପ୍ରଦତ୍ତ ବାସସ୍ଥାନ ପ୍ରମାଣପତ୍ର । [40,1199,314,1212]
identification-no: IDENTIFICATION No: Online/02/BGR MID/2017-18 [996,1704,1259,1716]
table-row [591,1901,950,1979]
address-line: AT/PO:- BALANGIR, DIST:- BALANGIR [1029,1653,1226,1665]
table-cell: D.H. (Elect), IDCO, IDCO Tower, Janpath, Bhubaneswar [976,1100,1064,1147]
notice-title: e-PROCUREMENT NOTICE [1035,1688,1220,1704]
ad-para: (୨) ମହିଳା ପ୍ରାର୍ଥୀଙ୍କ କ୍ଷେତ୍ରରେ ସୋମାଟକ ଭଲ ସ୍ୱାସ୍ଥ୍ୟ (Sound Health, Good Physique), ଦକ୍ଷ ଓ ସକ୍ରିୟ (Active Habits) ଏବଂ ମାନସିକ ଅକ୍ଷମତା (Mental Infirmity) ନଥିବା ଆବଶ୍ୟକ । [40,821,547,847]
table-cell: Estimate cost [618,1561,747,1577]
form-field-row: ୧. ପ୍ରାର୍ଥୀ/ପ୍ରାର୍ଥିନୀଙ୍କ ନାମ - [40,958,159,971]
table-cell: Rs. 10,000/- (each) [733,2020,950,2035]
ad-minor-irrigation [965,1600,1290,2200]
list-item: 7. Period of receipt of bid cost and bid security in the box:- 17.10.2017 to 30.10.2017 during office hour in the box located in the office of the Superintending Engineer, K.B.K M.I. Circle-I, Bhawanipatna, Executive Engineer, Minor Irrigation Division, Balangir, Assistant Executive Engineer Minor Irrigation Sub-Division Titilagarh, Patnagarh & Khaprakhol. [975,1868,1280,1938]
notice-body: Bid documents consisting of work, estimated cost, cost of bid documents, time of completion, Class of contractor, terms and conditions of contract and other necessary documents can be seen in e-procurement portal https://tendersodisha.gov.in [975,1716,1280,1763]
news-photo [876,230,1176,435]
story-mental-health [30,130,570,400]
ad-number: No.42-N:- [590,1206,648,1222]
list-item: 11. Name of the Officer inviting Bid: Executive Engineer, Minor Irrigation Division, Balangir. [975,2043,1280,2067]
table-cell: 01. [591,1459,618,1561]
table-cell: 02 Nos. of Work [733,2004,950,2019]
table-cell: ୦୧ [319,584,402,603]
phone-line: Phone : (0674) - 2544902, Fax : (0674)- 2541522 Email : eeebsnlbbsr@gmail.com [634,637,906,660]
table-cell: Date & Time of availability of bid document in the portal [618,1592,747,1629]
list-item: 9. Date of Lottery for the works at Sl. No. 01 to 30 on dated 08.11.2017 at 10.30 AM onwards in the Office of the Executive Engineer Minor Irrigation Division, Balangir. [975,1973,1280,2008]
ad-signatory: Executive Engineer (E) [827,809,950,821]
list-item: ୬. ଦୁଇଗୋଟି ପାସପୋର୍ଟ ସାଇଜ୍ ଫଟୋ । [40,1291,201,1304]
table-cell: ୦୩ [41,621,151,640]
ad-intro: No.46-M:- ଏତଦ୍ୱାରା ସର୍ବସାଧାରଣଙ୍କ ଅବଗତି ନିମନ୍ତେ ଜଣାଇ ଦିଆଯାଉଅଛି ଯେ, ଜିଲ୍ଲା ମୁଖ୍ୟ ପ୍ରାଣୀ ଚିକିତ୍ସା ଅଧିକାରୀ କେନ୍ଦୁଝର ଜିଲ୍ଲାରେ ସମୁଦାୟ ୦୯ ଗୋଟି ଶାରୀରିକ ସ୍ତରୀୟ ପ୍ରାଣୀଧନ ସହାୟକ ପଦବୀ ଚୁକ୍ତିଭିତ୍ତିକ ଭାବରେ ପୂରଣ କରିବା ପାଇଁ ରାଜ୍ୟ ସରକାରଙ୍କ ନିୟୁକ୍ତି ନୀତି ଅନୁଯାୟୀ ଆବେଦନ ପତ୍ର ଆହ୍ୱାନ କରାଯାଉଅଛି । [40,518,550,558]
table-cell: Availability of Bid Documents in the website [614,2051,733,2087]
table-cell: Period of completion [618,1576,747,1592]
story-column: ଜେ.ଏମ୍.ଏଫ୍.ସି ଶ୍ରୀଯୁକ୍ତ ଜୟନ୍ତ ନାୟକ, ଏଡିଏମ୍ ଚୌଧୁରୀ ଶୋଭାରାଣୀ ମିଶ୍ର, ଅତିରିକ୍ତ ଏସ୍.ପି ପିକେ ପ୍ରିୟାଦର୍ଶୀ, ଏଡିଏମ୍ଓ (ମେଡ଼ିକାଲ) ଏ.ଇ. ପ୍ରମୁଖ ଯୋଗ ଦେଇଥିଲେ । ଏହି ଅବସରରେ କାର୍ଯ୍ୟକ୍ରମ ଶେଷରେ ସ୍ୱାସ୍ଥ୍ୟ ସେବା ସମ୍ପର୍କରେ ଆଲୋଚନା କରାଯାଇଥିଲା । ସାରା ଜିଲାର ସ୍ୱାସ୍ଥ୍ୟ କର୍ମଚାରୀ ଓ ଆଇନଜୀବୀ ଏଥିରେ ଉପସ୍ଥିତ ରହିଥିଲେ ଏବଂ କାର୍ଯ୍ୟକ୍ରମ ପରିଚାଳନା କରିଥିଲେ । [396,187,570,381]
cda-address: ଅରୁଣୋଦୟ ଭବନ, ଲିଙ୍କ ରୋଡ୍, କଟକ - ୧୨ [1021,1276,1215,1290]
form-field-row: ୪. ଯୋଗାଯୋଗ ଠିକଣା - [40,1011,140,1024]
dateline-bar [30,98,1370,120]
table-cell: ୦୧ [403,602,560,621]
odisha-logo: ODISHA [1039,893,1121,913]
table-cell: Building works (with pre-fabricated structure & fly ash base EPS panels) [733,1979,950,2005]
story-dateline: ଜେଲ୍ଗୁଣ୍ଡି, ୧୧।୧୦(ବି.ଏ.ଏ.) [1300,1880,1432,1894]
table-cell: 04 [591,1592,618,1629]
form-field-row: ୮. ଜାତି - [40,1081,77,1094]
table-row [591,1630,950,1657]
table-cell: ୦୧ [319,602,402,621]
gov-line: GOVERNMENT OF ODISHA [705,1363,881,1377]
table-row [591,2035,950,2050]
folio: 5 [1485,2252,1494,2268]
form-field-row: ୩. ସ୍ଥାୟୀ ଠିକଣା - [40,993,111,1006]
address-line: 3rd Floor, Door Sanchar Bhawan, Unit-IX, Janpath, Bhubaneswar-751007 [596,625,944,637]
table-cell: 5 [591,2035,614,2050]
tel-line: Tel.:- (0674)- 2391523, Fax:-(0674)-2395245 [667,1854,873,1866]
ad-optcl [580,840,960,1080]
table-cell: Nature of work [614,1979,733,2005]
idco-table [975,1042,1280,1147]
list-item: ୩. ଶିକ୍ଷାନୁଷ୍ଠାନର ସ୍ଥାନାନ୍ତର ପ୍ରମାଣ ପତ୍ରର ଆଟେଷ୍ଟେଡ୍ କପି । [40,1244,310,1257]
notice-title: ସୂଚନା [1107,1299,1147,1321]
company-sub: (A Government of Odisha Undertaking) [699,874,881,886]
table-cell [41,640,151,659]
color-swatches-center [700,2250,761,2263]
office-line: OFFICE OF THE ENGINEER-IN-CHIEF (CIVIL), ODISHA [610,1807,930,1820]
corrigendum-title: CORRIGENDUM TO TENDER NOTICE NO. IFCAL:MKTG-03/2017-18, FOR SALE OF F C SLAG (FREE FROM METAL) [978,736,1277,772]
table-row [41,621,560,640]
ad-section-heading: ସାଧାରଣ ଯୋଗ୍ୟତା: [40,853,124,866]
ad-ref-number: 32063/11/0003/1718 [975,2116,1091,2128]
ad-signatory: MANAGING DIRECTOR [1165,817,1280,829]
list-item: ୪. ନୈତିକ ଚରିତ୍ର ପ୍ରମାଣପତ୍ର । [40,1260,185,1273]
list-item: ୨. ଶିକ୍ଷାଗତ ଯୋଗ୍ୟତା ପ୍ରମାଣପତ୍ରର ଆଟେଷ୍ଟେଡ୍ ନକଲ (HSC/+2 Vocational/+2 Science Certificate & Marksheet) ସହିତ । [40,1215,520,1242]
magenta-swatch [1166,2250,1179,2263]
ad-idco [965,870,1290,1235]
story-column: ମୁକେଶ କୁମାର ଭାମା କ୍ୟ ନିର୍ଦ୍ଦେଶ କ୍ରମେ ଡାବୁଗାଁ ପୋଲିସ ପାଣ୍ଡ୍ରେଙ୍ଗି ଛକ ନିକଟରେ ଯାଞ୍ଚ କରୁଥିବା ବେଳେ ଗୋଟିଏ ଗାଡ଼ିରୁ ଗଞ୍ଜେଇ ଜବତ କରିଛି । ଏଥିରେ ପ୍ରାୟ ୧୫୦ କେଜି ଗଞ୍ଜେଇ ଥିଲା । କାରଟି ସମେତ ଦୁଇ ଜଣଙ୍କୁ ଗିରଫ କରାଯାଇଛି । ପୋଲିସ ଏ ଦିଗରେ ଅଧିକ ତଦନ୍ତ ଜାରି ରଖିଛି ଏବଂ ଚୋରା କାରବାରୀଙ୍କ ବିରୋଧରେ କାର୍ଯ୍ୟାନୁଷ୍ଠାନ ଗ୍ରହଣ କରିଛି । [1186,221,1326,448]
sun-icon [1075,698,1099,722]
table-cell: Bid security [614,2035,733,2050]
